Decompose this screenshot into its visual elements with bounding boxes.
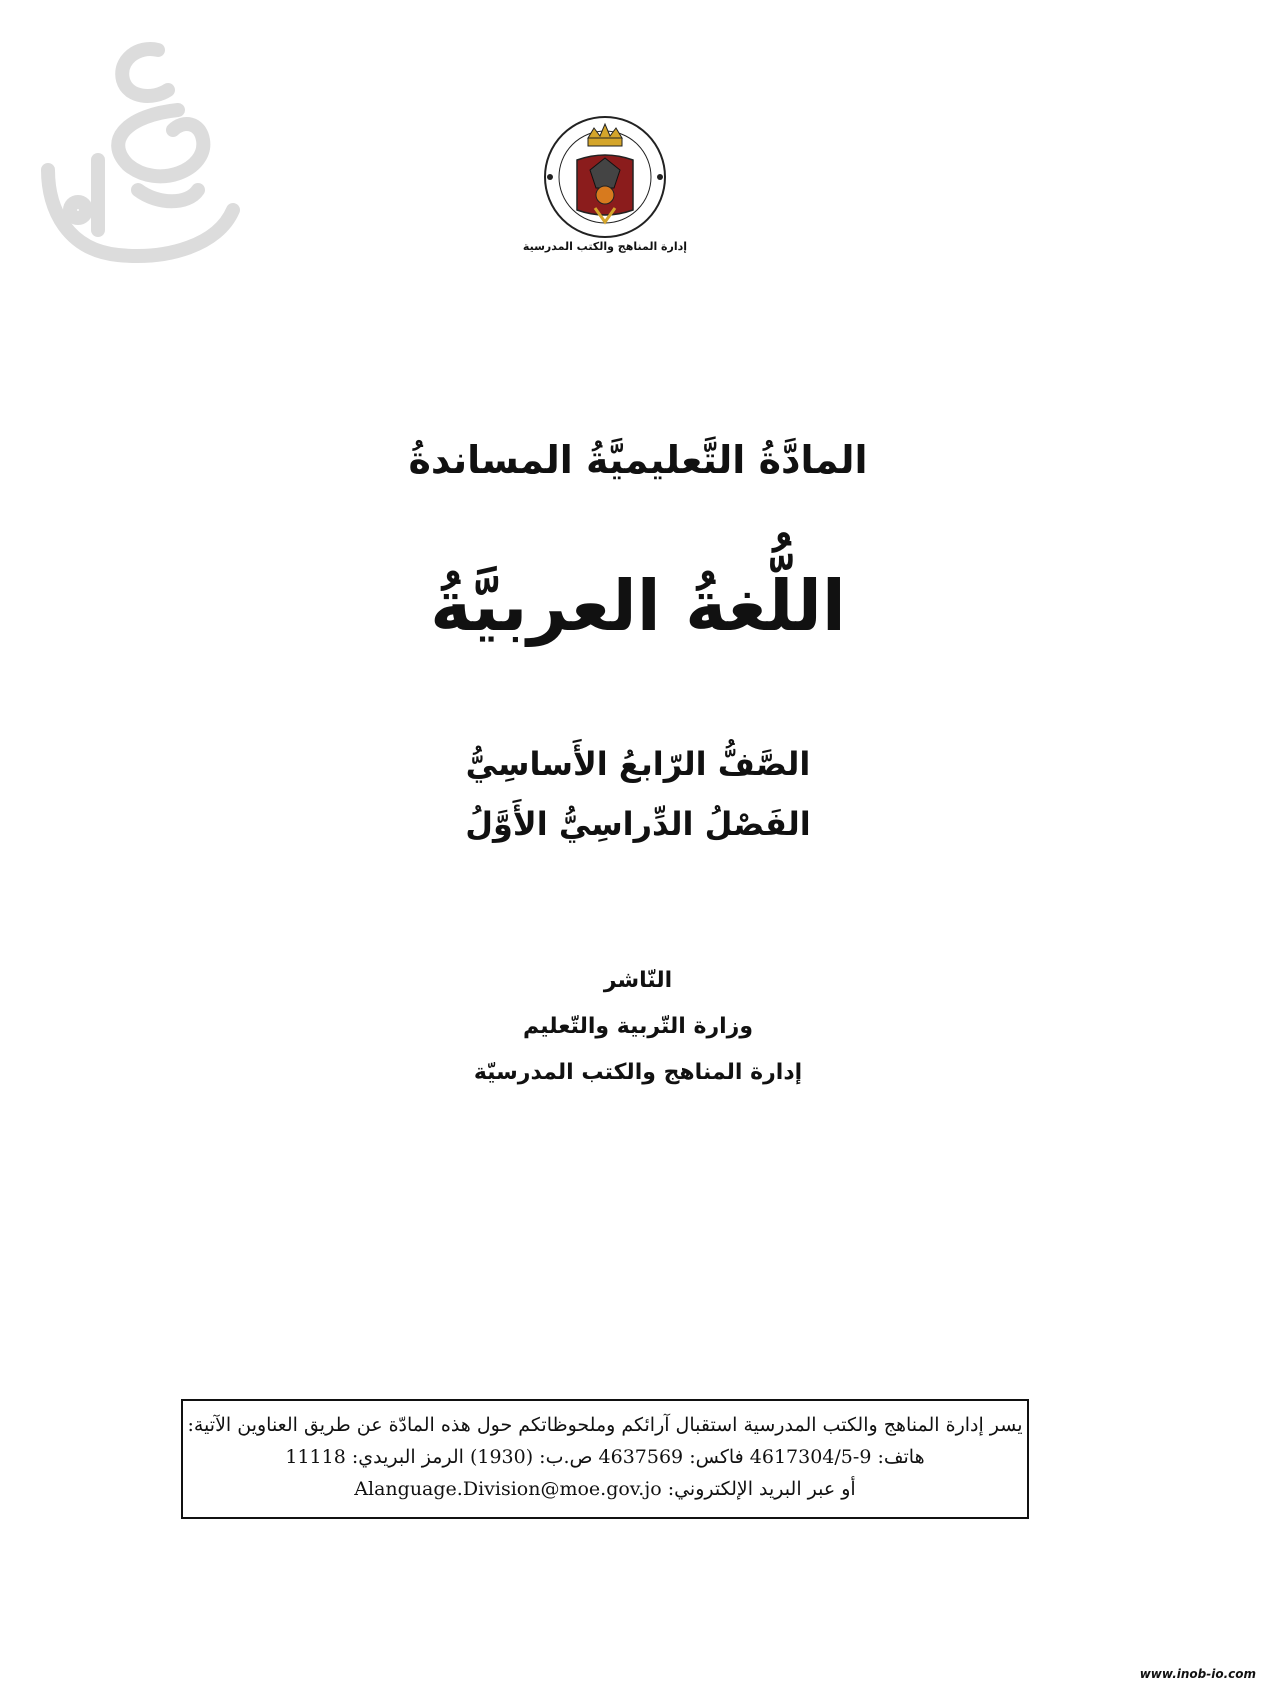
contact-email-line[interactable]: أو عبر البريد الإلكتروني: Alanguage.Division@moe.gov.jo (354, 1478, 856, 1500)
contact-phone-line: هاتف: 9-4617304/5 فاكس: 4637569 ص.ب: (1930) الرمز البريدي: 11118 (285, 1446, 925, 1468)
contact-intro-line: يسر إدارة المناهج والكتب المدرسية استقبال آرائكم وملحوظاتكم حول هذه المادّة عن طريق العناوين الآتية: (187, 1414, 1023, 1436)
calligraphy-watermark-icon (8, 30, 248, 280)
department-name: إدارة المناهج والكتب المدرسيّة (473, 1060, 803, 1085)
publisher-label: النّاشر (603, 968, 673, 993)
semester-label: الفَصْلُ الدِّراسِيُّ الأَوَّلُ (465, 805, 811, 843)
contact-info-box (181, 1399, 1029, 1519)
footer-url[interactable]: www.inob-io.com (1139, 1667, 1256, 1681)
book-title: اللُّغةُ العربيَّةُ (430, 565, 846, 647)
ministry-name: وزارة التّربية والتّعليم (523, 1014, 753, 1039)
emblem-caption: إدارة المناهج والكتب المدرسية (522, 240, 688, 253)
support-material-heading: المادَّةُ التَّعليميَّةُ المساندةُ (408, 438, 868, 482)
jordan-coat-of-arms-icon (530, 110, 680, 245)
grade-label: الصَّفُّ الرّابعُ الأَساسِيُّ (465, 745, 811, 783)
